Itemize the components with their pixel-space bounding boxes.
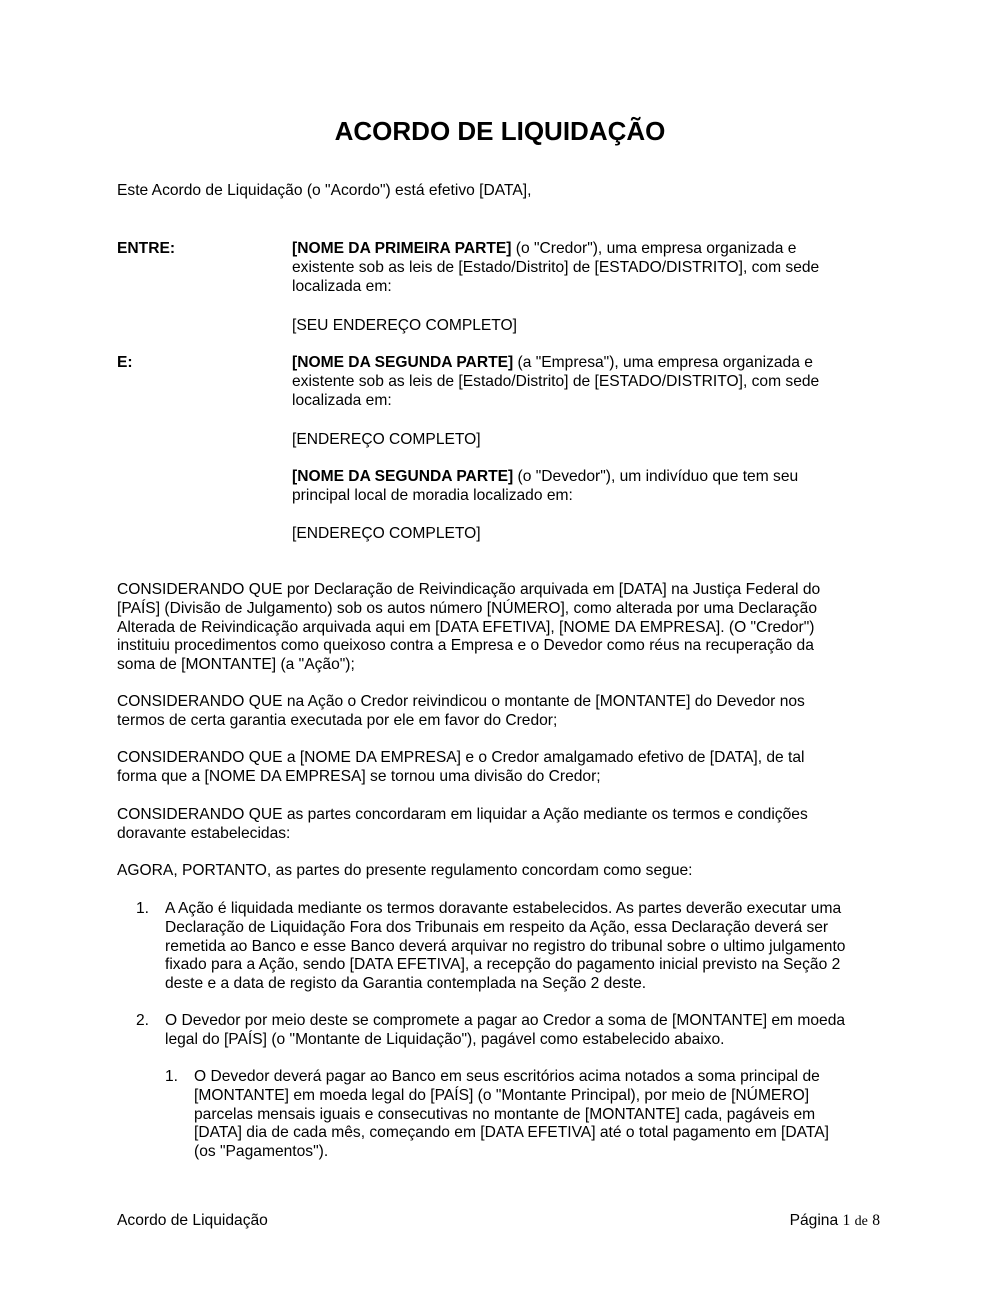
subclause-number: 1. [165, 1068, 179, 1085]
page-of: de [854, 1214, 868, 1229]
party-label-e: E: [117, 354, 133, 371]
party-description: localizada em: [292, 277, 392, 295]
text-line: O Devedor por meio deste se compromete a pagar ao Credor a soma de [MONTANTE] em moeda [165, 1012, 846, 1029]
party-name: [NOME DA SEGUNDA PARTE] [292, 468, 514, 485]
party-address-first: [SEU ENDEREÇO COMPLETO] [292, 317, 517, 334]
party-address-third: [ENDEREÇO COMPLETO] [292, 525, 481, 542]
subclause-1-text [194, 1068, 884, 1162]
party-name: [NOME DA SEGUNDA PARTE] [292, 354, 514, 371]
text-line: [DATA] dia de cada mês, começando em [DATA EFETIVA] até o total pagamento em [DATA] [194, 1124, 829, 1142]
text-line: forma que a [NOME DA EMPRESA] se tornou uma divisão do Credor; [117, 767, 601, 785]
party-description: localizada em: [292, 391, 392, 409]
document-title: ACORDO DE LIQUIDAÇÃO [334, 116, 666, 146]
text-line: soma de [MONTANTE] (a "Ação"); [117, 656, 355, 674]
text-line: [MONTANTE] em moeda legal do [PAÍS] (o "Montante Principal), por meio de [NÚMERO] [194, 1086, 810, 1104]
text-line: deste e a data de registo da Garantia contemplada na Seção 2 deste. [165, 975, 647, 993]
text-line: doravante estabelecidas: [117, 824, 291, 842]
clause-1-text [165, 900, 885, 994]
text-line: remetida ao Banco e esse Banco deverá arquivar no registro do tribunal sobre o ultimo julgamento [165, 937, 846, 955]
party-block-second [292, 354, 872, 410]
text-line: CONSIDERANDO QUE a [NOME DA EMPRESA] e o Credor amalgamado efetivo de [DATA], de tal [117, 749, 805, 766]
intro-paragraph: Este Acordo de Liquidação (o "Acordo") está efetivo [DATA], [117, 182, 532, 199]
text-line: Alterada de Reivindicação arquivada aqui em [DATA EFETIVA], [NOME DA EMPRESA]. (O "Credor") [117, 618, 815, 636]
text-line: legal do [PAÍS] (o "Montante de Liquidação"), pagável como estabelecido abaixo. [165, 1030, 725, 1048]
text-line: parcelas mensais iguais e consecutivas no montante de [MONTANTE] cada, pagáveis em [194, 1105, 816, 1123]
page-label: Página [789, 1212, 839, 1229]
party-address-second: [ENDEREÇO COMPLETO] [292, 431, 481, 448]
text-line: instituiu procedimentos como queixoso contra a Empresa e o Devedor como réus na recuperação da [117, 637, 814, 655]
footer-page-number [790, 1212, 880, 1232]
now-therefore-paragraph: AGORA, PORTANTO, as partes do presente regulamento concordam como segue: [117, 862, 693, 879]
whereas-paragraph-2 [117, 693, 885, 731]
party-description: (a "Empresa"), uma empresa organizada e [513, 354, 813, 371]
text-line: [PAÍS] (Divisão de Julgamento) sob os autos número [NÚMERO], como alterada por uma Declaração [117, 599, 818, 617]
party-name: [NOME DA PRIMEIRA PARTE] [292, 240, 512, 257]
text-line: A Ação é liquidada mediante os termos doravante estabelecidos. As partes deverão executar uma [165, 900, 842, 917]
whereas-paragraph-1 [117, 581, 885, 675]
party-label-entre: ENTRE: [117, 240, 176, 257]
party-description: (o "Credor"), uma empresa organizada e [511, 240, 797, 257]
party-block-first [292, 240, 872, 296]
page-current: 1 [842, 1212, 851, 1229]
whereas-paragraph-4 [117, 806, 885, 844]
text-line: CONSIDERANDO QUE as partes concordaram em liquidar a Ação mediante os termos e condições [117, 806, 808, 823]
text-line: CONSIDERANDO QUE na Ação o Credor reivindicou o montante de [MONTANTE] do Devedor nos [117, 693, 805, 710]
text-line: fixado para a Ação, sendo [DATA EFETIVA], a recepção do pagamento inicial previsto na Seção 2 [165, 956, 841, 974]
clause-number: 1. [136, 900, 150, 917]
party-block-third [292, 468, 872, 506]
party-description: existente sob as leis de [Estado/Distrito] de [ESTADO/DISTRITO], com sede [292, 258, 820, 276]
text-line: O Devedor deverá pagar ao Banco em seus escritórios acima notados a soma principal de [194, 1068, 820, 1085]
party-description: principal local de moradia localizado em: [292, 486, 573, 504]
clause-2-text [165, 1012, 885, 1050]
clause-number: 2. [136, 1012, 150, 1029]
footer-document-title: Acordo de Liquidação [117, 1212, 268, 1229]
text-line: Declaração de Liquidação Fora dos Tribunais em respeito da Ação, essa Declaração deverá ser [165, 918, 829, 936]
text-line: termos de certa garantia executada por ele em favor do Credor; [117, 711, 558, 729]
page-total: 8 [872, 1212, 880, 1229]
whereas-paragraph-3 [117, 749, 885, 787]
text-line: CONSIDERANDO QUE por Declaração de Reivindicação arquivada em [DATA] na Justiça Federal do [117, 581, 821, 598]
party-description: (o "Devedor"), um indivíduo que tem seu [513, 468, 799, 485]
text-line: (os "Pagamentos"). [194, 1143, 329, 1161]
party-description: existente sob as leis de [Estado/Distrito] de [ESTADO/DISTRITO], com sede [292, 372, 820, 390]
